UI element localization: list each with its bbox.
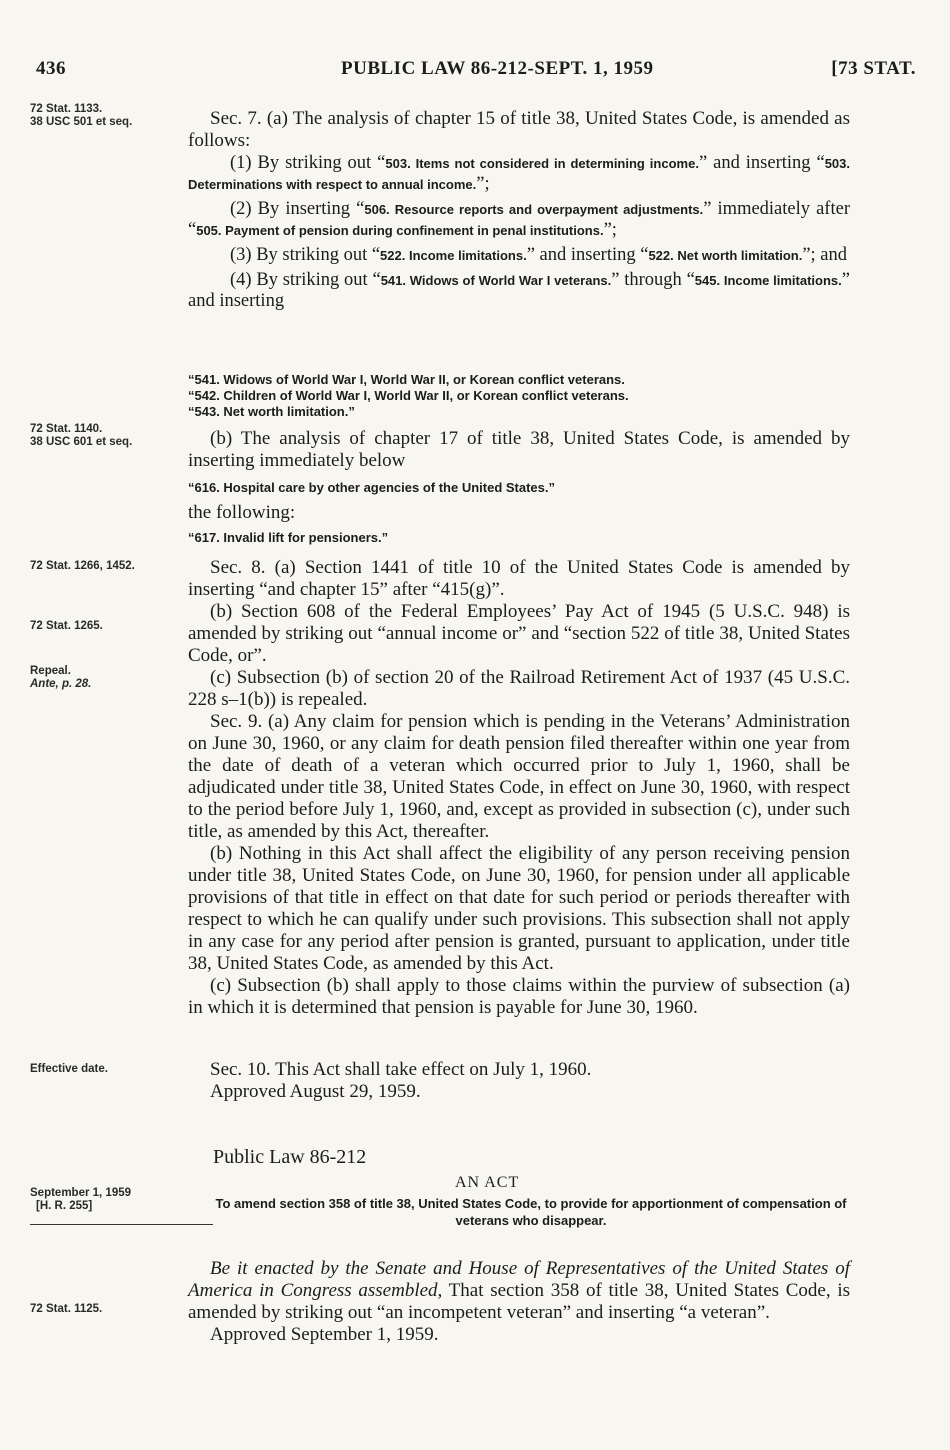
margin-note-stat-1265: 72 Stat. 1265.	[30, 620, 103, 632]
approval-line: Approved September 1, 1959.	[210, 1324, 439, 1345]
paragraph: (c) Subsection (b) shall apply to those claims within the purview of subsection (a) in which it is determined that pension is payable for June 30, 1960.	[188, 975, 850, 1018]
sec7-amendment-list	[188, 153, 850, 315]
sec10	[188, 1059, 850, 1103]
list-item	[188, 270, 850, 311]
margin-note-stat-1125: 72 Stat. 1125.	[30, 1303, 103, 1315]
sec9	[188, 711, 850, 1019]
item-small: 522. Income limitations.	[380, 248, 527, 263]
statute-volume: [73 STAT.	[831, 58, 916, 79]
item-small: 545. Income limitations.	[694, 273, 842, 288]
item-text: ” and inserting “	[698, 153, 825, 173]
running-title: PUBLIC LAW 86-212-SEPT. 1, 1959	[341, 58, 654, 79]
margin-note-text: [H. R. 255]	[36, 1200, 93, 1212]
paragraph: Sec. 10. This Act shall take effect on July 1, 1960.	[210, 1059, 592, 1080]
item-text: ”;	[603, 220, 617, 240]
margin-note-repeal	[30, 665, 180, 691]
item-text: (1) By striking out “	[230, 153, 386, 173]
margin-note-text: 38 USC 501 et seq.	[30, 116, 133, 128]
public-law-title: Public Law 86-212	[213, 1146, 367, 1168]
paragraph: (b) Section 608 of the Federal Employees’ Pay Act of 1945 (5 U.S.C. 948) is amended by striking out “annual income or” and “section 522 of title 38, United States Code, or”.	[188, 601, 850, 666]
item-small: 506. Resource reports and overpayment adjustments.	[364, 202, 704, 217]
page-number: 436	[36, 58, 66, 79]
divider	[30, 1224, 213, 1225]
sec8	[188, 557, 850, 711]
margin-note-stat-1266: 72 Stat. 1266, 1452.	[30, 560, 135, 572]
paragraph: (b) Nothing in this Act shall affect the eligibility of any person receiving pension under title 38, United States Code, on June 30, 1960, for pension under all applicable provisions of that title in effect on that date for such period or periods thereafter with respect to which he can qualify under such provisions. This subsection shall not apply in any case for any period after pension is granted, pursuant to application, under title 38, United States Code, as amended by this Act.	[188, 843, 850, 974]
act-description: To amend section 358 of title 38, United States Code, to provide for apportionment of compensation of veterans who disappear.	[215, 1196, 847, 1228]
sec7-b-inset2: “617. Invalid lift for pensioners.”	[188, 530, 389, 545]
item-text: ”;	[476, 174, 490, 194]
list-item	[188, 245, 850, 266]
inset-line: “543. Net worth limitation.”	[188, 404, 355, 419]
paragraph: Sec. 8. (a) Section 1441 of title 10 of the United States Code is amended by inserting “and chapter 15” after “415(g)”.	[188, 557, 850, 600]
margin-note-text: 38 USC 601 et seq.	[30, 436, 133, 448]
margin-note-stat-1140	[30, 423, 180, 449]
item-text: ” and inserting	[188, 270, 850, 311]
item-text: ” immediately after “	[188, 199, 850, 240]
item-small: 503. Determinations with respect to annual income.	[188, 156, 850, 192]
paragraph: (b) The analysis of chapter 17 of title 38, United States Code, is amended by inserting immediately below	[188, 428, 850, 471]
sec7-b-following: the following:	[188, 502, 296, 523]
paragraph: (c) Subsection (b) of section 20 of the Railroad Retirement Act of 1937 (45 U.S.C. 228 s–1(b)) is repealed.	[188, 667, 850, 710]
item-small: 505. Payment of pension during confinement in penal institutions.	[196, 223, 604, 238]
margin-note-text: Ante, p. 28.	[30, 678, 92, 690]
inset-line: “542. Children of World War I, World War II, or Korean conflict veterans.	[188, 388, 629, 403]
paragraph	[188, 1258, 850, 1324]
paragraph: Sec. 9. (a) Any claim for pension which is pending in the Veterans’ Administration on June 30, 1960, or any claim for death pension filed thereafter within one year from the date of death of a veteran which occurred prior to July 1, 1960, shall be adjudicated under title 38, United States Code, in effect on June 30, 1960, with respect to the period before July 1, 1960, and, except as provided in subsection (c), under such title, as amended by this Act, thereafter.	[188, 711, 850, 842]
enacting-clause	[188, 1258, 850, 1346]
inset-line: “541. Widows of World War I, World War II, or Korean conflict veterans.	[188, 372, 625, 387]
margin-note-text: 72 Stat. 1133.	[30, 103, 103, 115]
page-header	[36, 58, 916, 88]
margin-note-stat-1133	[30, 103, 180, 129]
item-text: ” and inserting “	[526, 245, 649, 265]
list-item	[188, 153, 850, 195]
enacting-text: That section 358 of title 38, United States Code, is amended by striking out “an incompetent veteran” and inserting “a veteran”.	[188, 1280, 851, 1323]
margin-note-effective-date: Effective date.	[30, 1063, 108, 1075]
sec7-b-inset1: “616. Hospital care by other agencies of the United States.”	[188, 480, 555, 495]
enacting-formula: Be it enacted by the Senate and House of Representatives of the United States of America in Congress assembled,	[188, 1258, 850, 1301]
item-text: (2) By inserting “	[230, 199, 365, 219]
margin-note-text: September 1, 1959	[30, 1187, 132, 1199]
paragraph: Sec. 7. (a) The analysis of chapter 15 of title 38, United States Code, is amended as follows:	[188, 108, 850, 151]
act-heading: AN ACT	[455, 1174, 520, 1191]
item-text: (4) By striking out “	[230, 270, 381, 290]
item-small: 522. Net worth limitation.	[648, 248, 803, 263]
approval-line: Approved August 29, 1959.	[210, 1081, 421, 1102]
margin-note-date	[30, 1187, 180, 1213]
item-small: 541. Widows of World War I veterans.	[380, 273, 612, 288]
item-text: (3) By striking out “	[230, 245, 381, 265]
item-small: 503. Items not considered in determining income.	[385, 156, 699, 171]
sec7-inserted-analysis	[188, 372, 850, 420]
item-text: ”; and	[802, 245, 847, 265]
sec7-b	[188, 428, 850, 472]
margin-note-text: 72 Stat. 1140.	[30, 423, 103, 435]
item-text: ” through “	[611, 270, 695, 290]
margin-note-text: Repeal.	[30, 665, 71, 677]
sec7-intro	[188, 108, 850, 152]
list-item	[188, 199, 850, 241]
